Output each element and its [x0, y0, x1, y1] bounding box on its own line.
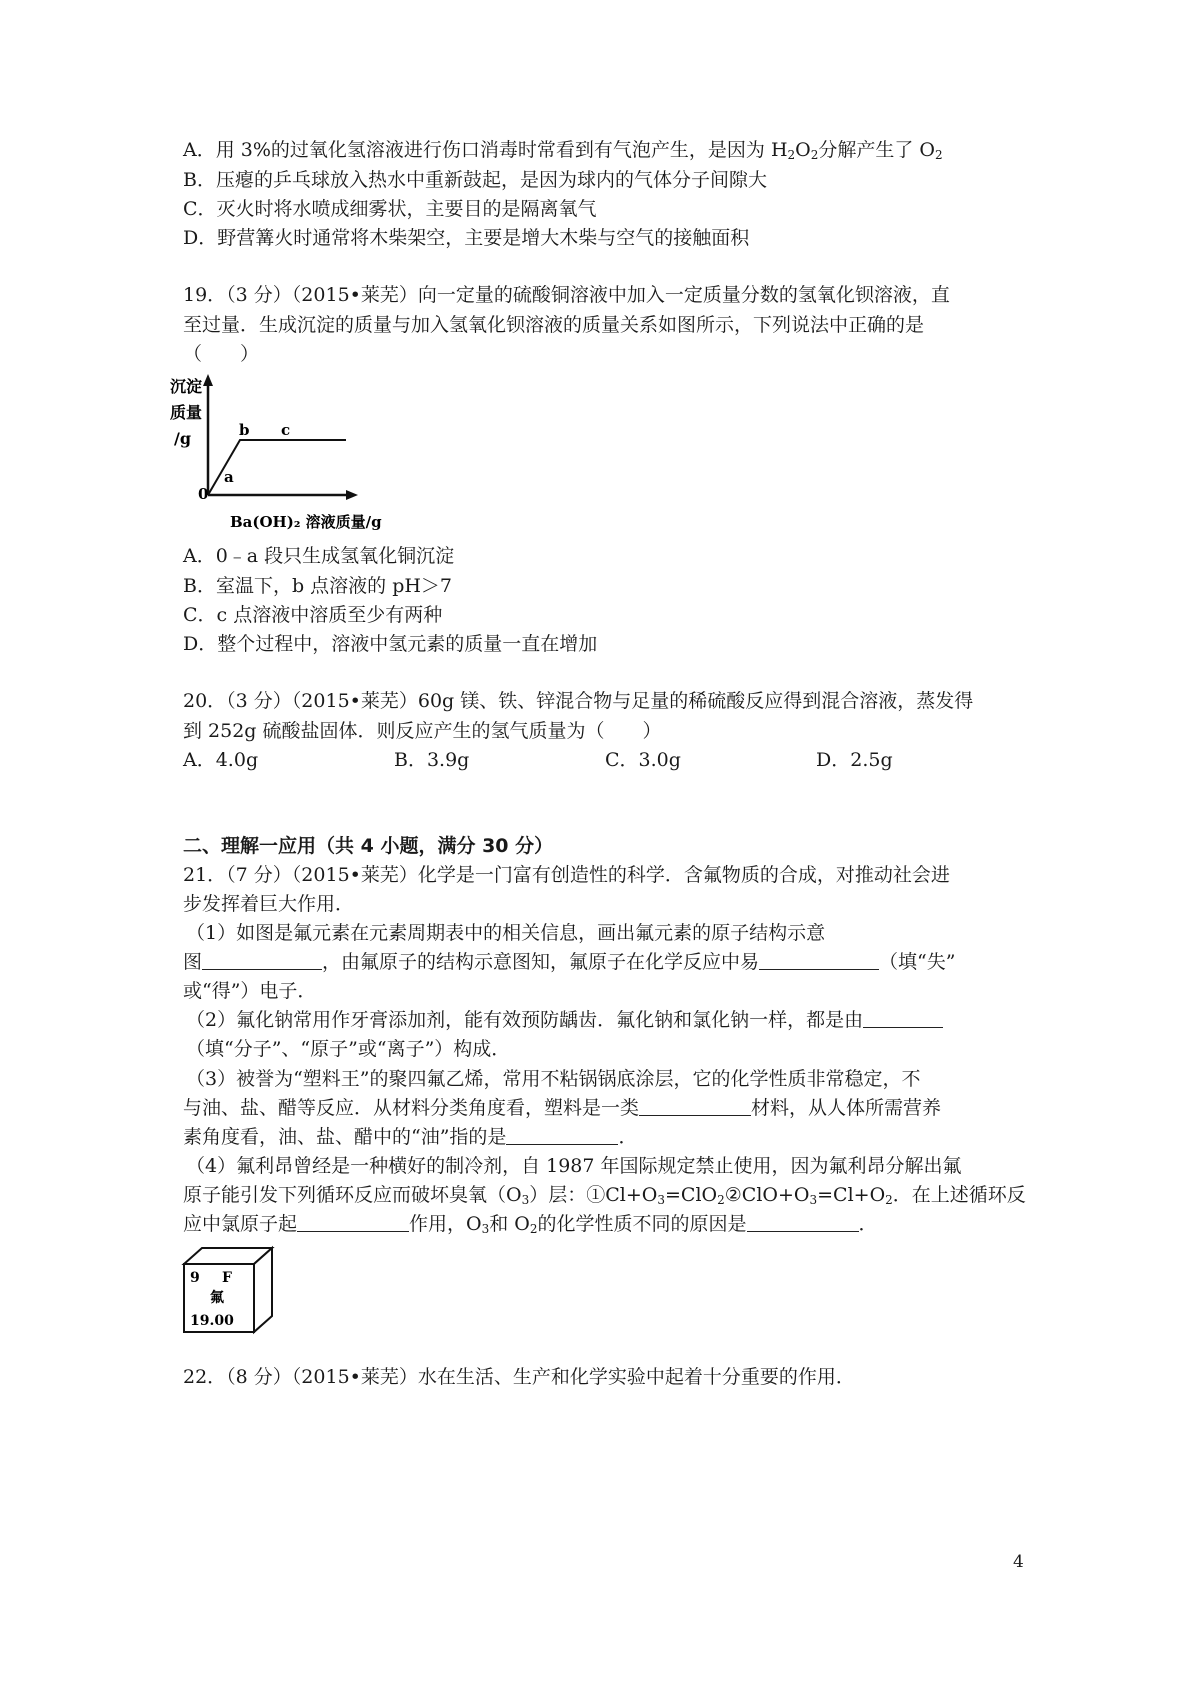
- answer-blank[interactable]: [863, 1009, 943, 1028]
- q21-stem-line2: 步发挥着巨大作用．: [183, 893, 355, 915]
- q19-graph: [168, 372, 428, 537]
- element-name: 氟: [210, 1290, 224, 1306]
- element-symbol: F: [222, 1270, 232, 1286]
- q21-part3-line1: （3）被誉为“塑料王”的聚四氟乙烯，常用不粘锅锅底涂层，它的化学性质非常稳定，不: [186, 1068, 921, 1090]
- section-2-title: 二、理解一应用（共 4 小题，满分 30 分）: [183, 835, 554, 857]
- atomic-number: 9: [190, 1270, 200, 1286]
- q20-option-d: D．2.5g: [816, 749, 893, 771]
- point-c-label: c: [281, 421, 291, 439]
- fluorine-element-cube: [180, 1244, 280, 1336]
- q20-option-a: A．4.0g: [183, 749, 259, 771]
- answer-blank[interactable]: [639, 1097, 751, 1116]
- q20-stem-line2: 到 252g 硫酸盐固体．则反应产生的氢气质量为（ ）: [183, 720, 662, 742]
- x-label: Ba(OH)₂ 溶液质量/g: [230, 513, 382, 531]
- origin-label: 0: [198, 485, 209, 503]
- q18-option-d: D．野营篝火时通常将木柴架空，主要是增大木柴与空气的接触面积: [183, 227, 750, 249]
- q19-option-b: B．室温下，b 点溶液的 pH＞7: [183, 575, 453, 597]
- q19-stem-line3: （ ）: [183, 343, 260, 365]
- q21-part4-line3: 应中氯原子起 作用，$O_3$和 $O_2$的化学性质不同的原因是 ．: [183, 1213, 878, 1236]
- q19-stem-line1: 19．（3 分）（2015•莱芜）向一定量的硫酸铜溶液中加入一定质量分数的氢氧化钡溶液，直: [183, 284, 950, 306]
- atomic-mass: 19.00: [190, 1313, 234, 1329]
- q21-part2-line2: （填“分子”、“原子”或“离子”）构成．: [186, 1038, 511, 1060]
- q18-option-b: B．压瘪的乒乓球放入热水中重新鼓起，是因为球内的气体分子间隙大: [183, 169, 767, 191]
- q21-part3-line3: 素角度看，油、盐、醋中的“油”指的是 ．: [183, 1126, 638, 1148]
- point-a-label: a: [224, 468, 234, 486]
- answer-blank[interactable]: [506, 1126, 618, 1145]
- q21-part1-line1: （1）如图是氟元素在元素周期表中的相关信息，画出氟元素的原子结构示意: [186, 922, 826, 944]
- q21-part1-line3: 或“得”）电子．: [183, 980, 317, 1002]
- x-axis-arrow: [346, 490, 358, 500]
- q21-part4-line2: 原子能引发下列循环反应而破坏臭氧$(O_3)$层：$①Cl+O_3=ClO_2②ClO+O_3=Cl+O_2$．在上述循环反: [183, 1184, 1026, 1207]
- answer-blank[interactable]: [759, 951, 879, 970]
- q20-stem-line1: 20．（3 分）（2015•莱芜）60g 镁、铁、锌混合物与足量的稀硫酸反应得到混合溶液，蒸发得: [183, 690, 974, 712]
- q22-stem-line1: 22．（8 分）（2015•莱芜）水在生活、生产和化学实验中起着十分重要的作用．: [183, 1366, 855, 1388]
- q21-part2-line1: （2）氟化钠常用作牙膏添加剂，能有效预防龋齿．氟化钠和氯化钠一样，都是由: [186, 1008, 943, 1032]
- q19-stem-line2: 至过量．生成沉淀的质量与加入氢氧化钡溶液的质量关系如图所示，下列说法中正确的是: [183, 314, 925, 336]
- point-b-label: b: [239, 421, 250, 439]
- q21-stem-line1: 21．（7 分）（2015•莱芜）化学是一门富有创造性的科学．含氟物质的合成，对推动社会进: [183, 864, 950, 886]
- page-number: 4: [1013, 1552, 1024, 1572]
- q20-option-b: B．3.9g: [394, 749, 470, 771]
- y-axis-arrow: [203, 374, 213, 386]
- answer-blank[interactable]: [747, 1213, 859, 1232]
- q18-option-c: C．灭火时将水喷成细雾状，主要目的是隔离氧气: [183, 198, 597, 220]
- q19-option-d: D．整个过程中，溶液中氢元素的质量一直在增加: [183, 633, 598, 655]
- y-label-1: 沉淀: [170, 377, 203, 396]
- y-label-3: /g: [174, 429, 192, 448]
- q19-option-a: A．0﹣a 段只生成氢氧化铜沉淀: [183, 545, 455, 567]
- q18-option-a: A．用 3%的过氧化氢溶液进行伤口消毒时常看到有气泡产生，是因为 $H_2O_2$分解产生了 $O_2$: [183, 139, 943, 162]
- q21-part3-line2: 与油、盐、醋等反应．从材料分类角度看，塑料是一类 材料，从人体所需营养: [183, 1097, 942, 1119]
- answer-blank[interactable]: [202, 951, 322, 970]
- q21-part4-line1: （4）氟利昂曾经是一种横好的制冷剂，自 1987 年国际规定禁止使用，因为氟利昂分解出氟: [186, 1155, 962, 1177]
- answer-blank[interactable]: [297, 1213, 409, 1232]
- q20-option-c: C．3.0g: [605, 749, 681, 771]
- q19-option-c: C．c 点溶液中溶质至少有两种: [183, 604, 443, 626]
- y-label-2: 质量: [170, 403, 203, 422]
- q21-part1-line2: 图 ，由氟原子的结构示意图知，氟原子在化学反应中易 （填“失”: [183, 951, 956, 973]
